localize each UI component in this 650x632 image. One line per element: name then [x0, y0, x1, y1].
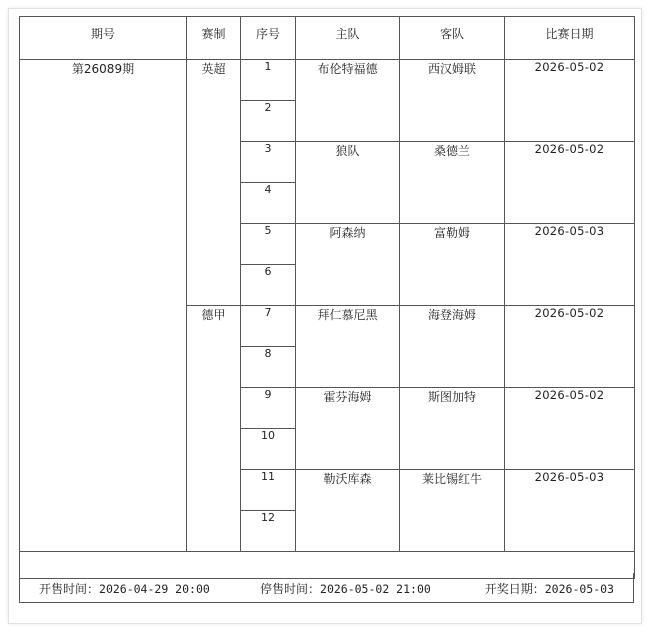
match-date-cell: 2026-05-03: [505, 224, 635, 306]
header-competition: 赛制: [187, 17, 241, 60]
sale-start-label: 开售时间：: [39, 582, 100, 596]
match-date-cell: 2026-05-02: [505, 142, 635, 224]
seq-cell: 1: [241, 60, 296, 101]
header-seq: 序号: [241, 17, 296, 60]
sale-start-value: 2026-04-29 20:00: [99, 582, 210, 596]
sale-info-footer: [19, 573, 634, 603]
header-away: 客队: [400, 17, 505, 60]
seq-cell: 9: [241, 388, 296, 429]
header-home: 主队: [296, 17, 400, 60]
seq-cell: 6: [241, 265, 296, 306]
draw-date-value: 2026-05-03: [544, 582, 614, 596]
sale-stop-value: 2026-05-02 21:00: [320, 582, 431, 596]
away-team-cell: 莱比锡红牛: [400, 470, 505, 552]
seq-cell: 12: [241, 511, 296, 552]
seq-cell: 8: [241, 347, 296, 388]
away-team-cell: 桑德兰: [400, 142, 505, 224]
draw-date-info: [485, 580, 614, 597]
draw-date-label: 开奖日期：: [484, 582, 545, 596]
home-team-cell: 阿森纳: [296, 224, 400, 306]
home-team-cell: 布伦特福德: [296, 60, 400, 142]
header-row: [20, 17, 635, 60]
sale-stop-info: [260, 580, 431, 597]
seq-cell: 10: [241, 429, 296, 470]
sale-stop-label: 停售时间：: [260, 582, 321, 596]
seq-cell: 11: [241, 470, 296, 511]
home-team-cell: 拜仁慕尼黑: [296, 306, 400, 388]
sale-start-info: [39, 580, 210, 597]
competition-cell: 德甲: [187, 306, 241, 552]
home-team-cell: 狼队: [296, 142, 400, 224]
match-date-cell: 2026-05-03: [505, 470, 635, 552]
seq-cell: 5: [241, 224, 296, 265]
home-team-cell: 霍芬海姆: [296, 388, 400, 470]
away-team-cell: 海登海姆: [400, 306, 505, 388]
seq-cell: 4: [241, 183, 296, 224]
header-issue: 期号: [20, 17, 187, 60]
match-date-cell: 2026-05-02: [505, 60, 635, 142]
away-team-cell: 西汉姆联: [400, 60, 505, 142]
competition-cell: 英超: [187, 60, 241, 306]
seq-cell: 7: [241, 306, 296, 347]
issue-cell: 第26089期: [20, 60, 187, 552]
home-team-cell: 勒沃库森: [296, 470, 400, 552]
table-row: [20, 60, 635, 101]
seq-cell: 2: [241, 101, 296, 142]
schedule-table: [19, 16, 635, 579]
away-team-cell: 斯图加特: [400, 388, 505, 470]
seq-cell: 3: [241, 142, 296, 183]
header-date: 比赛日期: [505, 17, 635, 60]
match-date-cell: 2026-05-02: [505, 306, 635, 388]
match-date-cell: 2026-05-02: [505, 388, 635, 470]
away-team-cell: 富勒姆: [400, 224, 505, 306]
